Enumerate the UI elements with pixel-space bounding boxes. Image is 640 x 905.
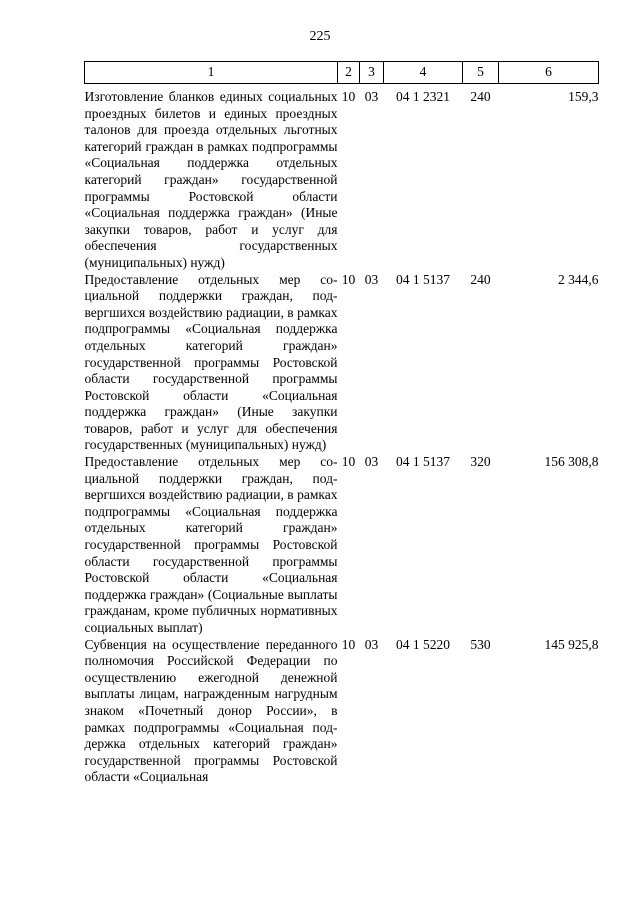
row-section: 10 (341, 636, 356, 652)
row-subsection: 03 (364, 89, 379, 104)
row-description: Изготовление бланков единых социальных проездных билетов и единых проездных талонов для проезда отдельных льготных категорий граждан в рамках подпрограммы «Социальная поддержка отдельных категорий граждан» государственной программы Ростовской области «Социальная поддержка граждан» (Иные закупки товаров, работ и услуг для обеспечения государственных (муниципальных) нужд) (84, 89, 338, 270)
row-subsection: 03 (364, 454, 379, 470)
row-amount: 159,3 (568, 89, 599, 104)
row-target-article: 04 1 5137 (396, 454, 450, 470)
row-expense-type: 320 (470, 454, 491, 470)
row-description: Субвенция на осуществление переданного полномочия Российской Федерации по осуществлению ежегодной денежной выплаты лицам, награжденным нагрудным знаком «Почетный донор России», в рамках подпрограммы «Социальная поддержка отдельных категорий граждан» государственной программы Ростовской области «Социальная (84, 636, 338, 785)
row-expense-type: 240 (470, 89, 491, 104)
row-expense-type: 240 (470, 271, 491, 287)
table-header-row (85, 62, 599, 84)
header-col-5: 5 (463, 62, 499, 84)
row-section: 10 (341, 271, 356, 287)
row-target-article: 04 1 2321 (396, 89, 450, 104)
row-amount: 2 344,6 (558, 271, 599, 287)
row-subsection: 03 (364, 636, 379, 652)
header-col-1: 1 (85, 62, 338, 84)
row-section: 10 (341, 89, 356, 104)
row-target-article: 04 1 5220 (396, 636, 450, 652)
header-col-6: 6 (499, 62, 599, 84)
row-subsection: 03 (364, 271, 379, 287)
table-row (85, 454, 599, 637)
table-row (85, 84, 599, 272)
row-amount: 145 925,8 (544, 636, 599, 652)
row-description: Предоставление отдельных мер социальной поддержки граждан, подвергшихся воздействию радиации, в рамках подпрограммы «Социальная поддержка отдельных категорий граждан» государственной программы Ростовской области государственной программы Ростовской области «Социальная поддержка граждан» (Социальные выплаты гражданам, кроме публичных нормативных социальных выплат) (84, 454, 338, 635)
table-row (85, 272, 599, 455)
header-col-3: 3 (360, 62, 384, 84)
budget-table (84, 61, 599, 786)
row-expense-type: 530 (470, 636, 491, 652)
page-number: 225 (309, 29, 331, 44)
row-description: Предоставление отдельных мер социальной поддержки граждан, подвергшихся воздействию радиации, в рамках подпрограммы «Социальная поддержка отдельных категорий граждан» государственной программы Ростовской области государственной программы Ростовской области «Социальная поддержка граждан» (Иные закупки товаров, работ и услуг для обеспечения государственных (муниципальных) нужд) (84, 271, 338, 453)
header-col-4: 4 (384, 62, 463, 84)
row-section: 10 (341, 454, 356, 470)
header-col-2: 2 (338, 62, 360, 84)
row-target-article: 04 1 5137 (396, 271, 450, 287)
row-amount: 156 308,8 (544, 454, 599, 470)
table-row (85, 637, 599, 786)
